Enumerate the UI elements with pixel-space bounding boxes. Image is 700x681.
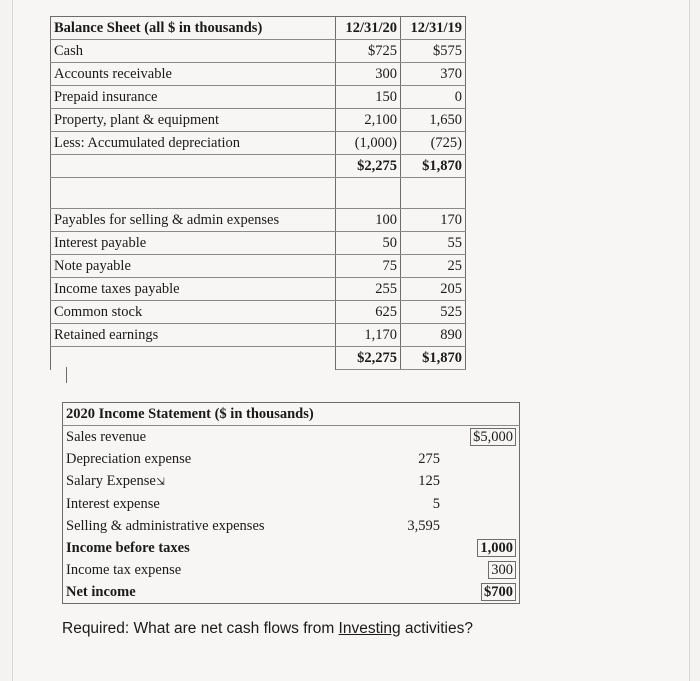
salary-label: Salary Expense xyxy=(66,473,156,489)
row-label: Accounts receivable xyxy=(51,63,336,86)
question-keyword: Investing xyxy=(338,620,401,637)
cell-2020: 75 xyxy=(336,255,401,278)
balance-sheet-header xyxy=(51,17,466,40)
cell-2019: 205 xyxy=(401,278,466,301)
balance-sheet-table xyxy=(50,16,466,370)
blank-cell xyxy=(443,493,520,515)
table-row xyxy=(51,278,466,301)
cell-2020: 1,170 xyxy=(336,324,401,347)
row-label: Property, plant & equipment xyxy=(51,109,336,132)
blank-cell xyxy=(401,178,466,209)
ibt-value: 1,000 xyxy=(477,539,516,557)
table-row xyxy=(63,448,520,470)
table-row xyxy=(51,86,466,109)
cell-2020: $725 xyxy=(336,40,401,63)
income-statement-title: 2020 Income Statement ($ in thousands) xyxy=(63,403,392,426)
cell-2019: 0 xyxy=(401,86,466,109)
blank-row xyxy=(51,178,466,209)
cell-2020: 255 xyxy=(336,278,401,301)
cell-2020: 50 xyxy=(336,232,401,255)
blank-cell xyxy=(391,537,443,559)
row-label: Income tax expense xyxy=(66,561,182,578)
row-label: Sales revenue xyxy=(66,429,147,445)
row-label: Income taxes payable xyxy=(51,278,336,301)
question-text xyxy=(62,620,473,638)
cursor-icon: ⇲ xyxy=(155,475,166,488)
expense-value: 3,595 xyxy=(407,517,440,534)
blank-cell xyxy=(391,559,443,581)
cell-2020: 300 xyxy=(336,63,401,86)
table-row xyxy=(63,426,520,449)
ni-value: $700 xyxy=(481,583,516,601)
row-label: Net income xyxy=(66,583,136,600)
table-row xyxy=(51,301,466,324)
table-row xyxy=(63,559,520,581)
cell-2020: 2,100 xyxy=(336,109,401,132)
cell-2020: 625 xyxy=(336,301,401,324)
row-label: Cash xyxy=(51,40,336,63)
question-suffix: activities? xyxy=(400,620,473,637)
row-label xyxy=(51,155,336,178)
cell-2019: 890 xyxy=(401,324,466,347)
row-label: Income before taxes xyxy=(66,539,190,556)
expense-value: 275 xyxy=(418,451,440,467)
row-label: Common stock xyxy=(51,301,336,324)
cell-2019: $575 xyxy=(401,40,466,63)
table-row xyxy=(63,537,520,559)
cell-2019: 55 xyxy=(401,232,466,255)
blank-cell xyxy=(391,403,443,426)
blank-cell xyxy=(336,178,401,209)
question-prefix: Required: What are net cash flows from xyxy=(62,620,339,637)
cell-2020: (1,000) xyxy=(336,132,401,155)
table-row xyxy=(51,232,466,255)
blank-cell xyxy=(443,470,520,493)
table-row xyxy=(63,515,520,537)
table-row xyxy=(51,209,466,232)
table-row xyxy=(63,470,520,493)
row-label: Less: Accumulated depreciation xyxy=(51,132,336,155)
income-statement-header xyxy=(63,403,520,426)
row-label: Retained earnings xyxy=(51,324,336,347)
col-header-2019: 12/31/19 xyxy=(401,17,466,40)
blank-cell xyxy=(443,403,520,426)
total-2020: $2,275 xyxy=(336,155,401,178)
blank-cell xyxy=(51,178,336,209)
table-row xyxy=(51,132,466,155)
total-2019: $1,870 xyxy=(401,155,466,178)
table-edge-line xyxy=(66,367,67,383)
expense-value: 5 xyxy=(432,495,440,512)
blank-cell xyxy=(443,515,520,537)
sales-value: $5,000 xyxy=(470,428,516,446)
table-row xyxy=(63,581,520,604)
row-label: Note payable xyxy=(51,255,336,278)
balance-sheet-title: Balance Sheet (all $ in thousands) xyxy=(51,17,336,40)
table-row xyxy=(51,255,466,278)
row-label: Interest payable xyxy=(51,232,336,255)
table-row xyxy=(51,63,466,86)
expense-value: 125 xyxy=(418,473,440,490)
table-row xyxy=(51,324,466,347)
blank-cell xyxy=(391,581,443,604)
assets-total-row xyxy=(51,155,466,178)
cell-2019: 1,650 xyxy=(401,109,466,132)
cell-2019: 525 xyxy=(401,301,466,324)
row-label: Selling & administrative expenses xyxy=(66,517,265,534)
row-label: Interest expense xyxy=(66,495,160,512)
tax-value: 300 xyxy=(488,561,516,579)
table-row xyxy=(51,40,466,63)
cell-2019: (725) xyxy=(401,132,466,155)
table-row xyxy=(51,109,466,132)
row-label xyxy=(51,347,336,370)
cell-2019: 370 xyxy=(401,63,466,86)
row-label: Payables for selling & admin expenses xyxy=(51,209,336,232)
cell-2019: 170 xyxy=(401,209,466,232)
total-2020: $2,275 xyxy=(336,347,401,370)
col-header-2020: 12/31/20 xyxy=(336,17,401,40)
cell-2019: 25 xyxy=(401,255,466,278)
table-row xyxy=(63,493,520,515)
cell-2020: 150 xyxy=(336,86,401,109)
row-label: Depreciation expense xyxy=(66,451,192,467)
row-label xyxy=(63,470,392,493)
blank-cell xyxy=(391,426,443,449)
blank-cell xyxy=(443,448,520,470)
income-statement-table xyxy=(62,402,520,604)
total-2019: $1,870 xyxy=(401,347,466,370)
row-label: Prepaid insurance xyxy=(51,86,336,109)
cell-2020: 100 xyxy=(336,209,401,232)
liabilities-total-row xyxy=(51,347,466,370)
